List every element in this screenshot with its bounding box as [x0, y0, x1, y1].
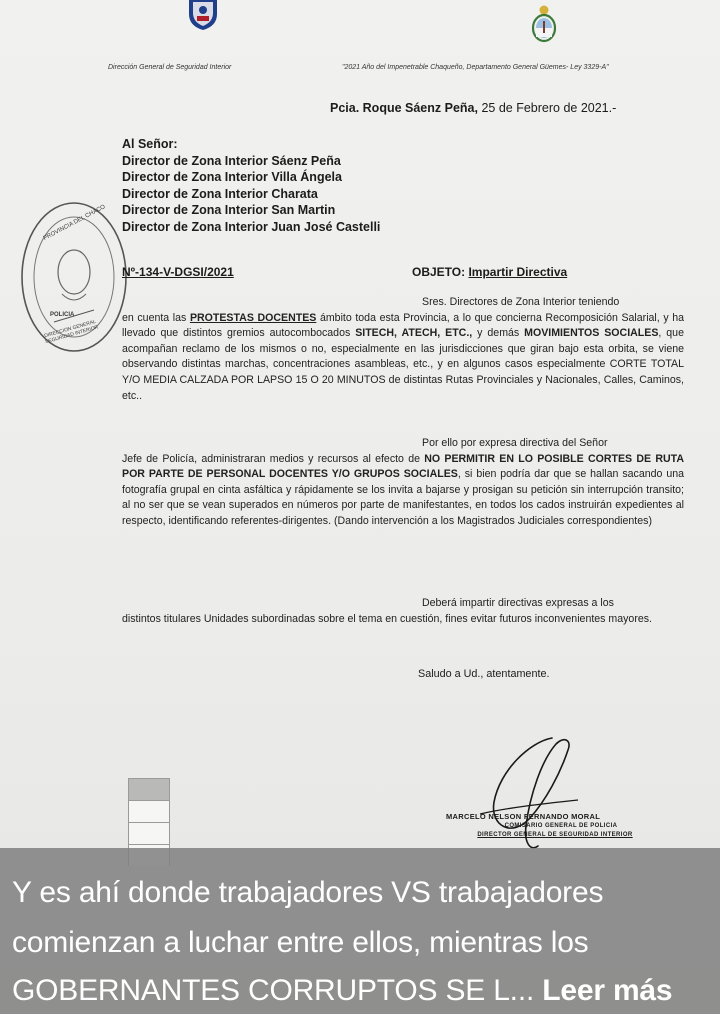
text-run: , si bien podría dar que se hallan sacando una fotografía grupal en cinta asfáltica y rápidamente se los invita a bajarse y prosigan su petición sin interrupción transito; al no ser que se vean superados en números por parte de manifestantes, en todos los cados instruirán expedientes al respecto, identificando referentes-dirigentes. (Dando intervención a los Magistrados Judiciales correspondientes) [122, 468, 684, 527]
routing-box [128, 800, 170, 822]
paragraph-lead: Por ello por expresa directiva del Señor [422, 437, 608, 449]
date-rest: 25 de Febrero de 2021.- [481, 101, 617, 115]
text-run: en cuenta las [122, 311, 190, 324]
emphasis-text: NO PERMITIR EN LO POSIBLE CORTES DE RUTA POR PARTE DE PERSONAL DOCENTES Y/O GRUPOS SOCIALES [122, 452, 684, 481]
body-paragraph-2 [122, 436, 684, 530]
signer-name: MARCELO NELSON FERNANDO MORAL [446, 812, 601, 821]
stamp-center-text: POLICIA [50, 312, 75, 318]
read-more-link[interactable]: Leer más [542, 974, 673, 1007]
objeto-value: Impartir Directiva [468, 265, 568, 279]
stamp-bottom-text: DIRECCION GENERAL SEGURIDAD INTERIOR [43, 318, 100, 346]
header-left-text: Dirección General de Seguridad Interior [108, 64, 232, 71]
text-run: Jefe de Policía, administraran medios y recursos al efecto de [122, 452, 425, 465]
handwritten-signature-icon [460, 730, 610, 860]
recipients-block [122, 136, 380, 235]
reference-number: Nº-134-V-DGSI/2021 [122, 265, 234, 279]
caption-truncated-text: GOBERNANTES CORRUPTOS SE L... [12, 974, 535, 1007]
paragraph-lead: Sres. Directores de Zona Interior teniendo [422, 296, 620, 308]
emphasis-text: SITECH, ATECH, ETC., [355, 327, 473, 340]
recipient-line: Director de Zona Interior Villa Ángela [122, 170, 342, 184]
text-run: distintos titulares Unidades subordinadas sobre el tema en cuestión, fines evitar futuros inconvenientes mayores. [122, 612, 652, 625]
recipient-line: Director de Zona Interior San Martin [122, 203, 336, 217]
caption-line-3 [12, 974, 672, 1008]
objeto-label: OBJETO: [412, 265, 466, 279]
caption-overlay [0, 848, 720, 1014]
paragraph-lead: Deberá impartir directivas expresas a los [422, 597, 614, 609]
province-emblem-icon [186, 0, 220, 30]
header-right-text: "2021 Año del Impenetrable Chaqueño, Departamento General Güemes- Ley 3329-A" [342, 64, 609, 71]
routing-box [128, 822, 170, 844]
body-paragraph-1 [122, 295, 684, 404]
recipient-line: Director de Zona Interior Sáenz Peña [122, 153, 341, 168]
caption-line-2: comienzan a luchar entre ellos, mientras los [12, 926, 589, 959]
emphasis-text: PROTESTAS DOCENTES [189, 311, 317, 324]
national-emblem-icon [528, 4, 560, 44]
body-paragraph-3 [122, 596, 684, 627]
stamp-arc-text: PROVINCIA DEL CHACO [42, 204, 107, 242]
signer-role-2: DIRECTOR GENERAL DE SEGURIDAD INTERIOR [477, 832, 633, 838]
text-run: y demás [472, 327, 525, 340]
recipient-line: Director de Zona Interior Juan José Castelli [122, 219, 381, 234]
signer-role-1: COMISARIO GENERAL DE POLICIA [504, 823, 618, 829]
text-run: , que acompañan reclamo de los mismos o no, especialmente en las jurisdicciones que giran bajo esta orbita, se viene observando distintas marchas, concentraciones asambleas, etc., y en algunos casos especialmente CORTE TOTAL Y/O MEDIA CALZADA POR LAPSO 15 O 20 MINUTOS de distintas Rutas Provinciales y Nacionales, Calles, Caminos, etc.. [122, 327, 684, 402]
recipient-line: Director de Zona Interior Charata [122, 186, 318, 201]
caption-line-1: Y es ahí donde trabajadores VS trabajadores [12, 876, 604, 909]
routing-box [128, 778, 170, 800]
date-place: Pcia. Roque Sáenz Peña, [330, 101, 478, 115]
closing-text: Saludo a Ud., atentamente. [418, 668, 550, 680]
emphasis-text: MOVIMIENTOS SOCIALES [524, 327, 659, 340]
salutation: Al Señor: [122, 137, 178, 151]
document-date [330, 101, 616, 115]
objeto-line [412, 265, 567, 279]
text-run: ámbito toda esta Provincia, a lo que concierna Recomposición Salarial, y ha llevado que distintos gremios autocombocados [122, 311, 685, 340]
